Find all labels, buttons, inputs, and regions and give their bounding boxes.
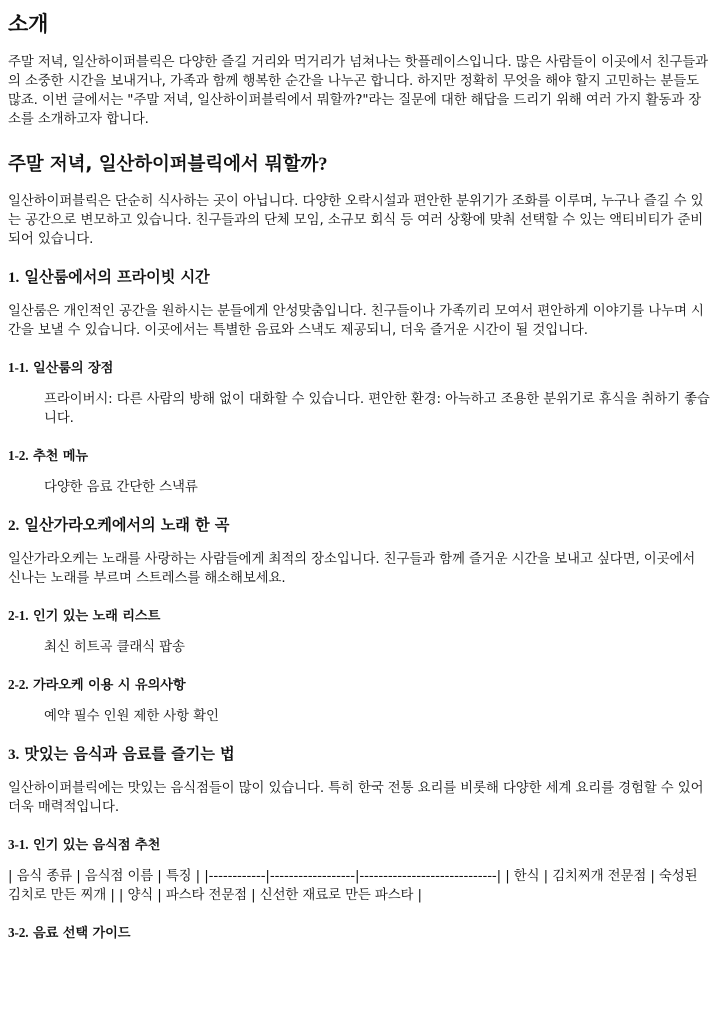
- section3-number: 3.: [8, 746, 20, 763]
- section3-1-number: 3-1.: [8, 837, 29, 852]
- section3-1-table-text: | 음식 종류 | 음식점 이름 | 특징 | |------------|------------------|-----------------------------| | 한식 | 김치찌개 전문점 | 숙성된 김치로 만든 찌개 | | 양식 | 파스타 전문점 | 신선한 재료로 만든 파스타 |: [8, 869, 698, 903]
- section1-title: 일산룸에서의 프라이빗 시간: [24, 268, 210, 286]
- section2-2-number: 2-2.: [8, 677, 29, 692]
- section3-title: 맛있는 음식과 음료를 즐기는 법: [24, 745, 235, 763]
- section1-paragraph: 일산룸은 개인적인 공간을 원하시는 분들에게 안성맞춤입니다. 친구들이나 가족끼리 모여서 편안하게 이야기를 나누며 시간을 보낼 수 있습니다. 이곳에서는 특별한 음료와 스낵도 제공되니, 더욱 즐거운 시간이 될 것입니다.: [8, 304, 704, 338]
- section1-1-text: 프라이버시: 다른 사람의 방해 없이 대화할 수 있습니다. 편안한 환경: 아늑하고 조용한 분위기로 휴식을 취하기 좋습니다.: [44, 392, 710, 426]
- section2-2-text: 예약 필수 인원 제한 사항 확인: [44, 709, 219, 724]
- section2-1-heading: [8, 606, 711, 626]
- section1-1-number: 1-1.: [8, 360, 29, 375]
- section3-heading: [8, 743, 711, 766]
- section2-number: 2.: [8, 517, 20, 534]
- section1-number: 1.: [8, 269, 20, 286]
- section3-1-title: 인기 있는 음식점 추천: [32, 838, 161, 853]
- main-heading: [8, 152, 711, 178]
- section2-2-heading: [8, 675, 711, 695]
- section1-2-title: 추천 메뉴: [32, 449, 89, 464]
- section3-2-heading: [8, 923, 711, 943]
- main-heading-text: 주말 저녁, 일산하이퍼블릭에서 뭐할까: [8, 154, 319, 175]
- section1-2-text: 다양한 음료 간단한 스낵류: [44, 480, 198, 495]
- section2-paragraph: 일산가라오케는 노래를 사랑하는 사람들에게 최적의 장소입니다. 친구들과 함께 즐거운 시간을 보내고 싶다면, 이곳에서 신나는 노래를 부르며 스트레스를 해소해보세요.: [8, 552, 696, 586]
- section3-2-number: 3-2.: [8, 925, 29, 940]
- intro-heading: 소개: [8, 12, 49, 36]
- section3-paragraph: 일산하이퍼블릭에는 맛있는 음식점들이 많이 있습니다. 특히 한국 전통 요리를 비롯해 다양한 세계 요리를 경험할 수 있어 더욱 매력적입니다.: [8, 781, 704, 815]
- section1-2-number: 1-2.: [8, 448, 29, 463]
- section3-1-heading: [8, 835, 711, 855]
- section2-1-number: 2-1.: [8, 608, 29, 623]
- section2-2-title: 가라오케 이용 시 유의사항: [32, 678, 186, 693]
- main-heading-mark: ?: [318, 155, 328, 175]
- section2-heading: [8, 514, 711, 537]
- section1-1-heading: [8, 358, 711, 378]
- main-paragraph: 일산하이퍼블릭은 단순히 식사하는 곳이 아닙니다. 다양한 오락시설과 편안한 분위기가 조화를 이루며, 누구나 즐길 수 있는 공간으로 변모하고 있습니다. 친구들과의 단체 모임, 소규모 회식 등 여러 상황에 맞춰 선택할 수 있는 액티비티가 준비되어 있습니다.: [8, 194, 704, 247]
- section1-1-title: 일산룸의 장점: [32, 361, 114, 376]
- intro-paragraph: 주말 저녁, 일산하이퍼블릭은 다양한 즐길 거리와 먹거리가 넘쳐나는 핫플레이스입니다. 많은 사람들이 이곳에서 친구들과의 소중한 시간을 보내거나, 가족과 함께 행복한 순간을 나누곤 합니다. 하지만 정확히 무엇을 해야 할지 고민하는 분들도 많죠. 이번 글에서는 "주말 저녁, 일산하이퍼블릭에서 뭐할까?"라는 질문에 대한 해답을 드리기 위해 여러 가지 활동과 장소를 소개하고자 합니다.: [8, 55, 708, 127]
- section2-1-title: 인기 있는 노래 리스트: [32, 609, 161, 624]
- section2-1-text: 최신 히트곡 클래식 팝송: [44, 640, 185, 655]
- section3-2-title: 음료 선택 가이드: [32, 926, 131, 941]
- section1-2-heading: [8, 446, 711, 466]
- section2-title: 일산가라오케에서의 노래 한 곡: [24, 516, 230, 534]
- section1-heading: [8, 266, 711, 289]
